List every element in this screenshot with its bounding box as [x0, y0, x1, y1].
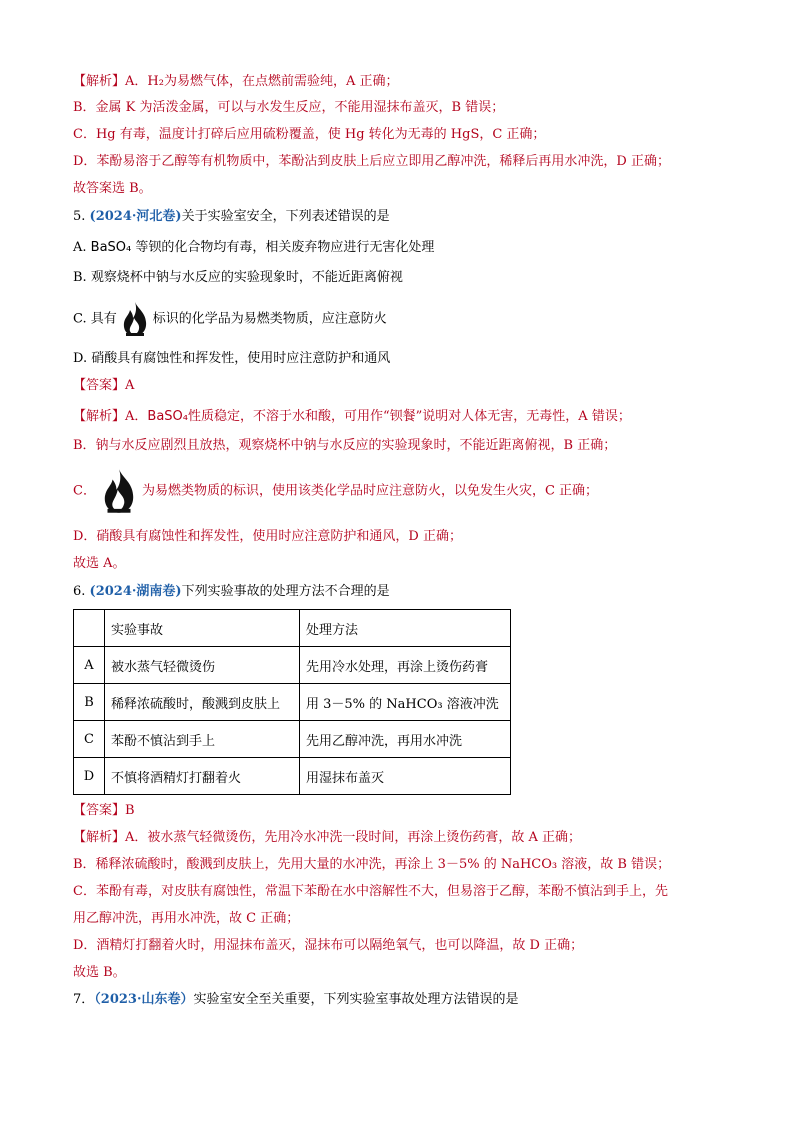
- option-b: B. 观察烧杯中钠与水反应的实验现象时，不能近距离俯视: [73, 270, 403, 285]
- table-cell: D: [74, 758, 105, 795]
- table-header-row: [74, 610, 511, 647]
- flammable-icon: [117, 300, 153, 338]
- question-source: (2024·湖南卷): [89, 584, 182, 599]
- flammable-icon: [96, 466, 142, 516]
- table-cell: B: [74, 684, 105, 721]
- option-a: [73, 238, 434, 258]
- p1-line4: D．苯酚易溶于乙醇等有机物质中，苯酚沾到皮肤上后应立即用乙醇冲洗，稀释后再用水冲洗，D 正确；: [73, 154, 670, 169]
- q5-conclusion: 故选 A。: [73, 556, 126, 571]
- q6-exp-c1: C．苯酚有毒，对皮肤有腐蚀性，常温下苯酚在水中溶解性不大，但易溶于乙醇，苯酚不慎沾到手上，先: [73, 884, 668, 899]
- q6-conclusion: 故选 B。: [73, 965, 126, 980]
- q6-exp-d: D．酒精灯打翻着火时，用湿抹布盖灭，湿抹布可以隔绝氧气，也可以降温，故 D 正确；: [73, 938, 584, 953]
- table-cell: 先用冷水处理，再涂上烫伤药膏: [300, 647, 511, 684]
- question-6-stem: [73, 582, 390, 602]
- q5-exp-d: D．硝酸具有腐蚀性和挥发性，使用时应注意防护和通风，D 正确；: [73, 529, 462, 544]
- question-text: 实验室安全至关重要，下列实验室事故处理方法错误的是: [193, 992, 519, 1007]
- table-cell: 被水蒸气轻微烫伤: [105, 647, 300, 684]
- table-cell: 用湿抹布盖灭: [300, 758, 511, 795]
- explanation-tag: 【解析】: [73, 409, 126, 424]
- accident-table: [73, 609, 511, 795]
- q6-exp-c2: 用乙醇冲洗，再用水冲洗，故 C 正确；: [73, 911, 300, 926]
- exp-text: 性质稳定，不溶于水和酸，可用作“钡餐”说明对人体无害，无毒性，A 错误；: [188, 409, 631, 424]
- table-cell: 苯酚不慎沾到手上: [105, 721, 300, 758]
- question-text: 下列实验事故的处理方法不合理的是: [181, 584, 390, 599]
- p1-line3: C．Hg 有毒，温度计打碎后应用硫粉覆盖，使 Hg 转化为无毒的 HgS，C 正确；: [73, 127, 546, 142]
- question-7-stem: [73, 990, 519, 1010]
- table-cell: 用 3－5% 的 NaHCO₃ 溶液冲洗: [300, 684, 511, 721]
- table-header-cell: 实验事故: [105, 610, 300, 647]
- option-c: [73, 300, 387, 339]
- table-row: [74, 758, 511, 795]
- p1-line1: [73, 72, 398, 92]
- option-text: 标识的化学品为易燃类物质，应注意防火: [152, 311, 387, 327]
- question-number: 6.: [73, 584, 90, 599]
- table-cell: 不慎将酒精灯打翻着火: [105, 758, 300, 795]
- table-cell: 稀释浓硫酸时，酸溅到皮肤上: [105, 684, 300, 721]
- exp-label: C．: [73, 483, 96, 499]
- p1-line2: B．金属 K 为活泼金属，可以与水发生反应，不能用湿抹布盖灭，B 错误；: [73, 100, 505, 115]
- option-d: D. 硝酸具有腐蚀性和挥发性，使用时应注意防护和通风: [73, 351, 391, 366]
- option-text: C. 具有: [73, 311, 117, 327]
- table-header-cell: 处理方法: [300, 610, 511, 647]
- answer-value: B: [125, 803, 135, 818]
- option-text: 等钡的化合物均有毒，相关废弃物应进行无害化处理: [131, 240, 435, 255]
- answer-line: [73, 801, 135, 821]
- exp-label: A．: [125, 409, 148, 424]
- question-source: (2024·河北卷): [89, 209, 182, 224]
- formula: BaSO₄: [90, 240, 132, 255]
- q5-exp-b: B．钠与水反应剧烈且放热，观察烧杯中钠与水反应的实验现象时，不能近距离俯视，B 正确；: [73, 438, 617, 453]
- question-5-stem: [73, 207, 390, 227]
- exp-text: A．被水蒸气轻微烫伤，先用冷水冲洗一段时间，再涂上烫伤药膏，故 A 正确；: [125, 830, 582, 845]
- explanation-text: A．H₂为易燃气体，在点燃前需验纯，A 正确；: [125, 74, 399, 89]
- table-cell: 先用乙醇冲洗，再用水冲洗: [300, 721, 511, 758]
- question-number: 7．: [73, 992, 95, 1007]
- answer-tag: 【答案】: [73, 803, 126, 818]
- q6-exp-a: [73, 828, 581, 848]
- table-row: [74, 684, 511, 721]
- explanation-tag: 【解析】: [73, 74, 126, 89]
- answer-value: A: [125, 378, 135, 393]
- option-label: A.: [73, 240, 91, 255]
- q5-exp-c: [73, 466, 598, 517]
- q6-exp-b: B．稀释浓硫酸时，酸溅到皮肤上，先用大量的水冲洗，再涂上 3－5% 的 NaHCO₃ 溶液，故 B 错误；: [73, 857, 671, 872]
- answer-tag: 【答案】: [73, 378, 126, 393]
- answer-line: [73, 376, 134, 396]
- formula: BaSO₄: [147, 409, 188, 424]
- question-text: 关于实验室安全，下列表述错误的是: [181, 209, 390, 224]
- q5-exp-a: [73, 407, 631, 427]
- table-cell: C: [74, 721, 105, 758]
- p1-line5: 故答案选 B。: [73, 181, 152, 196]
- question-source: （2023·山东卷）: [94, 992, 194, 1007]
- table-cell: A: [74, 647, 105, 684]
- table-header-cell: [74, 610, 105, 647]
- explanation-tag: 【解析】: [73, 830, 126, 845]
- exp-text: 为易燃类物质的标识，使用该类化学品时应注意防火，以免发生火灾，C 正确；: [141, 483, 599, 499]
- question-number: 5.: [73, 209, 90, 224]
- table-row: [74, 647, 511, 684]
- table-row: [74, 721, 511, 758]
